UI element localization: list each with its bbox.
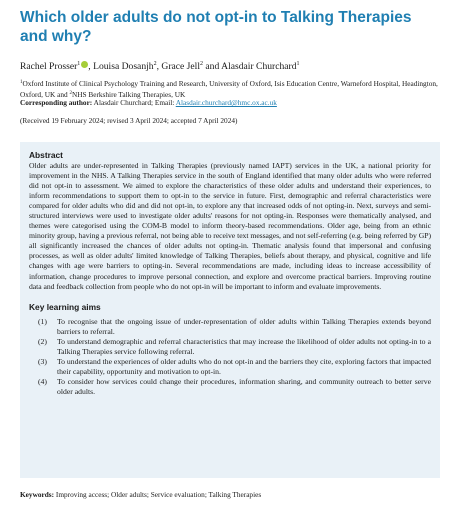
email-link[interactable]: Alasdair.churchard@hmc.ox.ac.uk [175,98,277,107]
corresponding-author-text: Alasdair Churchard; Email: [92,98,176,107]
author-affiliation-mark: 2 [153,61,157,67]
affiliation-text: NHS Berkshire Talking Therapies, UK [71,89,186,99]
author-name: Rachel Prosser [20,61,78,72]
author-name: Louisa Dosanjh [93,61,154,72]
author-separator: and [203,61,222,72]
author-affiliation-mark: 1 [296,61,300,67]
received-dates: (Received 19 February 2024; revised 3 April 2024; accepted 7 April 2024) [20,116,238,125]
affiliation-text: Oxford Institute of Clinical Psychology Training and Research, University of Oxford, Isis Education Centre, Warneford Hospital, Headington, Oxford, UK and [20,79,438,99]
author-name: Alasdair Churchard [221,61,297,72]
list-item [29,317,431,337]
corresponding-author-label: Corresponding author: [20,98,93,107]
list-item-text: To understand the experiences of older adults who do not opt-in and the barriers they cite, exploring factors that impacted their capability, opportunity and motivation to opt-in. [57,356,431,376]
affiliations [20,78,440,99]
key-learning-aims-heading: Key learning aims [29,301,101,312]
affiliation-mark: 1 [20,80,23,85]
article-title: Which older adults do not opt-in to Talking Therapies and why? [20,9,412,45]
list-item [29,377,431,397]
key-learning-aims-list [29,317,431,397]
list-item-number: (4) [38,376,47,386]
list-item-number: (2) [38,336,47,346]
author-name: Grace Jell [161,61,201,72]
list-item-number: (1) [38,316,47,326]
list-item-text: To understand demographic and referral characteristics that may increase the likelihood of older adults not opting-in to a Talking Therapies service following referral. [57,336,431,356]
author-affiliation-mark: 2 [200,61,204,67]
list-item-text: To recognise that the ongoing issue of under-representation of older adults within Talking Therapies extends beyond barriers to referral. [57,316,431,336]
keywords-label: Keywords: [20,490,55,499]
abstract-heading: Abstract [29,150,63,160]
list-item-number: (3) [38,356,47,366]
list-item-text: To consider how services could change their procedures, information sharing, and community outreach to better serve older adults. [57,376,431,396]
author-separator: , [156,61,162,72]
affiliation-mark: 2 [69,90,72,96]
author-list [20,58,300,73]
list-item [29,357,431,377]
abstract-text: Older adults are under-represented in Talking Therapies (previously named IAPT) services in the UK, a national priority for improvement in the NHS. A Talking Therapies service in the south of England identified that many older adults who were referred did not opt-in to assessment. We aimed to explore the characteristics of these older adults and understand their experiences, to inform recommendations to support them to opt-in to the service in future. First, demographic and referral characteristics were compared for older adults who did and did not opt-in, to explore any that increased odds of not opting-in. Next, surveys and semi-structured interviews were used to investigate older adults' reasons for not opting-in. Responses were thematically analysed, and themes were categorised using the COM-B model to inform theory-based recommendations. Older age, being from an ethnic minority group, having a previous referral, not being able to receive text messages, and not self-referring (e.g. being referred by GP) all significantly increased the chances of older adults not opting-in. Thematic analysis found that impersonal and confusing processes, as well as older adults' limited knowledge of Talking Therapies, beliefs about therapy, and physical, cognitive and life changes with age were barriers to opting-in. Several recommendations are made, including ideas to increase accessibility of information, change procedures to improve personal connection, and explore and overcome practical barriers. Improving routine data and feedback collection from people who do not opt-in will be important to inform and evaluate improvements. [29,161,431,291]
abstract-box [20,142,440,478]
keywords [20,490,261,500]
keywords-text: Improving access; Older adults; Service evaluation; Talking Therapies [54,490,262,499]
author-affiliation-mark: 1 [77,61,81,67]
author-separator: , [88,61,94,72]
list-item [29,337,431,357]
corresponding-author [20,98,277,108]
